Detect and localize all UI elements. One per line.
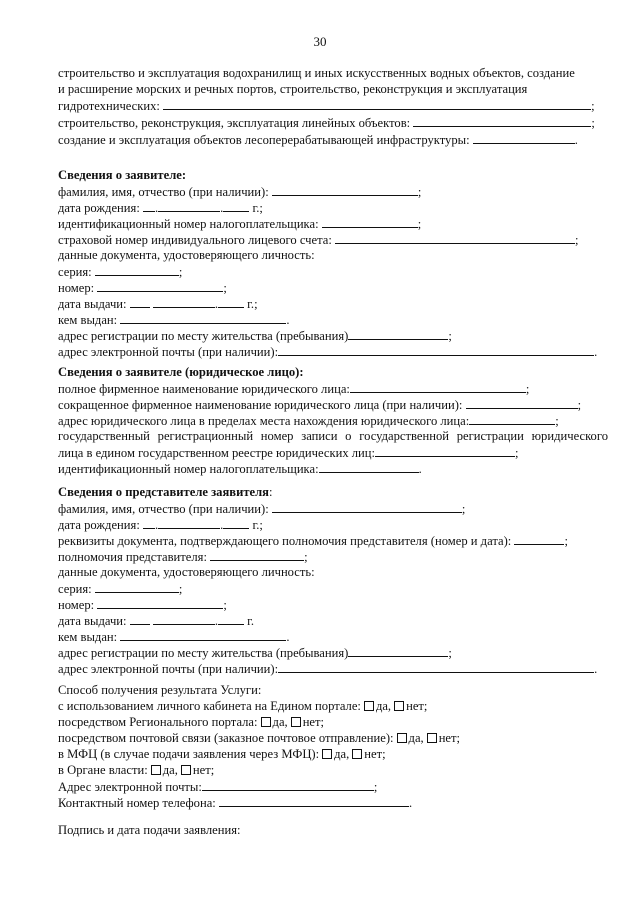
result-option-authority (58, 763, 214, 778)
result-option-mfc (58, 747, 386, 762)
result-email-row: Адрес электронной почты: ; (58, 780, 378, 794)
checkbox-yes[interactable] (397, 733, 407, 743)
applicant-inn-label: идентификационный номер налогоплательщика: (58, 217, 319, 231)
rep-issue-label: дата выдачи: (58, 614, 127, 628)
applicant-snils-field[interactable] (335, 232, 575, 244)
legal-ogrn-line-1: государственный регистрационный номер записи о государственной регистрации юридического (58, 429, 608, 443)
legal-shortname-field[interactable] (466, 397, 578, 409)
year-label: г. (247, 614, 255, 628)
legal-fullname-field[interactable] (350, 381, 526, 393)
result-phone-row: Контактный номер телефона: . (58, 796, 413, 810)
rep-birth-day[interactable] (143, 517, 155, 529)
legal-fullname-label: полное фирменное наименование юридического лица: (58, 382, 350, 396)
applicant-series-label: серия: (58, 265, 92, 279)
signature-label: Подпись и дата подачи заявления: (58, 823, 241, 837)
legal-address-row: адрес юридического лица в пределах места нахождения юридического лица: ; (58, 414, 559, 428)
applicant-birth-month[interactable] (158, 200, 220, 212)
rep-issue-day[interactable] (130, 613, 150, 625)
applicant-birth-row: дата рождения: . . г.; (58, 201, 263, 215)
applicant-issue-label: дата выдачи: (58, 297, 127, 311)
result-option-post (58, 731, 460, 746)
applicant-snils-label: страховой номер индивидуального лицевого счета: (58, 233, 332, 247)
intro-line-5: создание и эксплуатация объектов лесоперерабатывающей инфраструктуры: . (58, 133, 578, 147)
rep-fio-field[interactable] (272, 501, 462, 513)
rep-fio-label: фамилия, имя, отчество (при наличии): (58, 502, 269, 516)
applicant-inn-row: идентификационный номер налогоплательщика: ; (58, 217, 422, 231)
result-email-label: Адрес электронной почты: (58, 780, 202, 794)
applicant-email-label: адрес электронной почты (при наличии): (58, 345, 279, 359)
checkbox-yes[interactable] (151, 765, 161, 775)
legal-ogrn-row: лица в едином государственном реестре юридических лиц: ; (58, 446, 519, 460)
rep-email-row: адрес электронной почты (при наличии): . (58, 662, 598, 676)
applicant-doc-label: данные документа, удостоверяющего личность: (58, 248, 315, 262)
rep-birth-year[interactable] (223, 517, 249, 529)
no-label: нет; (192, 763, 215, 777)
legal-ogrn-label: лица в едином государственном реестре юридических лиц: (58, 446, 376, 460)
applicant-inn-field[interactable] (322, 216, 418, 228)
rep-issuer-row: кем выдан: . (58, 630, 290, 644)
applicant-birth-day[interactable] (143, 200, 155, 212)
legal-ogrn-field[interactable] (375, 445, 515, 457)
result-heading: Способ получения результата Услуги: (58, 683, 262, 697)
checkbox-no[interactable] (427, 733, 437, 743)
checkbox-no[interactable] (181, 765, 191, 775)
applicant-issue-row: дата выдачи: . г.; (58, 297, 258, 311)
applicant-number-label: номер: (58, 281, 95, 295)
result-option-portal-label: с использованием личного кабинета на Едином портале: (58, 699, 361, 713)
rep-authority-doc-label: реквизиты документа, подтверждающего полномочия представителя (номер и дата): (58, 534, 512, 548)
checkbox-no[interactable] (352, 749, 362, 759)
rep-issuer-field[interactable] (120, 629, 286, 641)
rep-authority-doc-row: реквизиты документа, подтверждающего полномочия представителя (номер и дата): ; (58, 534, 568, 548)
intro-line-3: гидротехнических: ; (58, 99, 595, 113)
applicant-birth-year[interactable] (223, 200, 249, 212)
rep-number-row: номер: ; (58, 598, 227, 612)
legal-address-field[interactable] (469, 413, 555, 425)
applicant-issue-year[interactable] (218, 296, 244, 308)
applicant-issue-day[interactable] (130, 296, 150, 308)
no-label: нет; (364, 747, 386, 761)
applicant-issuer-field[interactable] (120, 312, 286, 324)
applicant-series-row: серия: ; (58, 265, 183, 279)
applicant-fio-field[interactable] (272, 184, 418, 196)
rep-authority-doc-field[interactable] (514, 533, 564, 545)
legal-inn-label: идентификационный номер налогоплательщика: (58, 462, 319, 476)
legal-shortname-label: сокращенное фирменное наименование юридического лица (при наличии): (58, 398, 463, 412)
applicant-fio-row: фамилия, имя, отчество (при наличии): ; (58, 185, 422, 199)
page-number: 30 (313, 34, 327, 49)
rep-address-row: адрес регистрации по месту жительства (пребывания) ; (58, 646, 452, 660)
result-option-authority-label: в Органе власти: (58, 763, 148, 777)
rep-authority-label: полномочия представителя: (58, 550, 207, 564)
applicant-address-field[interactable] (348, 328, 448, 340)
rep-authority-row: полномочия представителя: ; (58, 550, 308, 564)
yes-label: да, (162, 763, 178, 777)
applicant-address-row: адрес регистрации по месту жительства (пребывания) ; (58, 329, 452, 343)
applicant-address-label: адрес регистрации по месту жительства (пребывания) (58, 329, 349, 343)
representative-heading: Сведения о представителе заявителя (58, 485, 270, 499)
legal-address-label: адрес юридического лица в пределах места нахождения юридического лица: (58, 414, 470, 428)
applicant-issuer-row: кем выдан: . (58, 313, 290, 327)
checkbox-yes[interactable] (322, 749, 332, 759)
rep-number-field[interactable] (97, 597, 223, 609)
legal-heading: Сведения о заявителе (юридическое лицо): (58, 365, 304, 379)
rep-email-field[interactable] (278, 661, 594, 673)
yes-label: да, (272, 715, 288, 729)
rep-series-field[interactable] (95, 581, 179, 593)
linear-label: строительство, реконструкция, эксплуатация линейных объектов: (58, 116, 411, 130)
rep-address-field[interactable] (348, 645, 448, 657)
checkbox-no[interactable] (291, 717, 301, 727)
rep-issue-month[interactable] (153, 613, 215, 625)
forest-field[interactable] (473, 132, 575, 144)
rep-doc-label: данные документа, удостоверяющего личность: (58, 565, 315, 579)
rep-birth-label: дата рождения: (58, 518, 140, 532)
yes-label: да, (408, 731, 424, 745)
result-phone-field[interactable] (219, 795, 409, 807)
result-option-mfc-label: в МФЦ (в случае подачи заявления через МФЦ): (58, 747, 320, 761)
forest-label: создание и эксплуатация объектов лесоперерабатывающей инфраструктуры: (58, 133, 470, 147)
intro-line-4: строительство, реконструкция, эксплуатация линейных объектов: ; (58, 116, 595, 130)
legal-shortname-row: сокращенное фирменное наименование юридического лица (при наличии): ; (58, 398, 582, 412)
yes-label: да, (334, 747, 350, 761)
result-option-portal (58, 699, 427, 714)
yes-label: да, (375, 699, 392, 713)
applicant-email-field[interactable] (278, 344, 594, 356)
rep-series-label: серия: (58, 582, 92, 596)
rep-address-label: адрес регистрации по месту жительства (пребывания) (58, 646, 349, 660)
hydro-label: гидротехнических: (58, 99, 160, 113)
applicant-fio-label: фамилия, имя, отчество (при наличии): (58, 185, 269, 199)
checkbox-no[interactable] (394, 701, 404, 711)
applicant-issuer-label: кем выдан: (58, 313, 118, 327)
rep-series-row: серия: ; (58, 582, 183, 596)
result-option-regional-label: посредством Регионального портала: (58, 715, 258, 729)
year-suffix: г.; (247, 297, 258, 311)
hydro-field[interactable] (163, 98, 591, 110)
checkbox-yes[interactable] (261, 717, 271, 727)
rep-issuer-label: кем выдан: (58, 630, 118, 644)
checkbox-yes[interactable] (364, 701, 374, 711)
applicant-series-field[interactable] (95, 264, 179, 276)
result-email-field[interactable] (202, 779, 374, 791)
rep-birth-month[interactable] (158, 517, 220, 529)
rep-issue-row: дата выдачи: . г. (58, 614, 255, 628)
rep-number-label: номер: (58, 598, 95, 612)
intro-line-2: и расширение морских и речных портов, строительство, реконструкция и эксплуатация (58, 82, 528, 96)
rep-authority-field[interactable] (210, 549, 304, 561)
rep-email-label: адрес электронной почты (при наличии): (58, 662, 279, 676)
legal-inn-row: идентификационный номер налогоплательщика: . (58, 462, 422, 476)
rep-birth-row: дата рождения: . . г.; (58, 518, 263, 532)
linear-field[interactable] (413, 115, 591, 127)
rep-fio-row: фамилия, имя, отчество (при наличии): ; (58, 502, 466, 516)
no-label: нет; (302, 715, 325, 729)
applicant-number-row: номер: ; (58, 281, 227, 295)
result-phone-label: Контактный номер телефона: (58, 796, 216, 810)
applicant-issue-month[interactable] (153, 296, 215, 308)
year-suffix: г.; (252, 201, 263, 215)
no-label: нет; (438, 731, 461, 745)
legal-fullname-row: полное фирменное наименование юридического лица: ; (58, 382, 530, 396)
result-option-regional (58, 715, 324, 730)
no-label: нет; (406, 699, 428, 713)
representative-heading-row: Сведения о представителе заявителя: (58, 485, 273, 499)
legal-inn-field[interactable] (319, 461, 419, 473)
result-option-post-label: посредством почтовой связи (заказное почтовое отправление): (58, 731, 394, 745)
intro-line-1: строительство и эксплуатация водохранилищ и иных искусственных водных объектов, создание (58, 66, 575, 80)
applicant-number-field[interactable] (97, 280, 223, 292)
applicant-snils-row: страховой номер индивидуального лицевого счета: ; (58, 233, 579, 247)
rep-issue-year[interactable] (218, 613, 244, 625)
applicant-email-row: адрес электронной почты (при наличии): . (58, 345, 598, 359)
applicant-birth-label: дата рождения: (58, 201, 140, 215)
year-suffix: г.; (252, 518, 263, 532)
applicant-heading: Сведения о заявителе: (58, 168, 187, 182)
